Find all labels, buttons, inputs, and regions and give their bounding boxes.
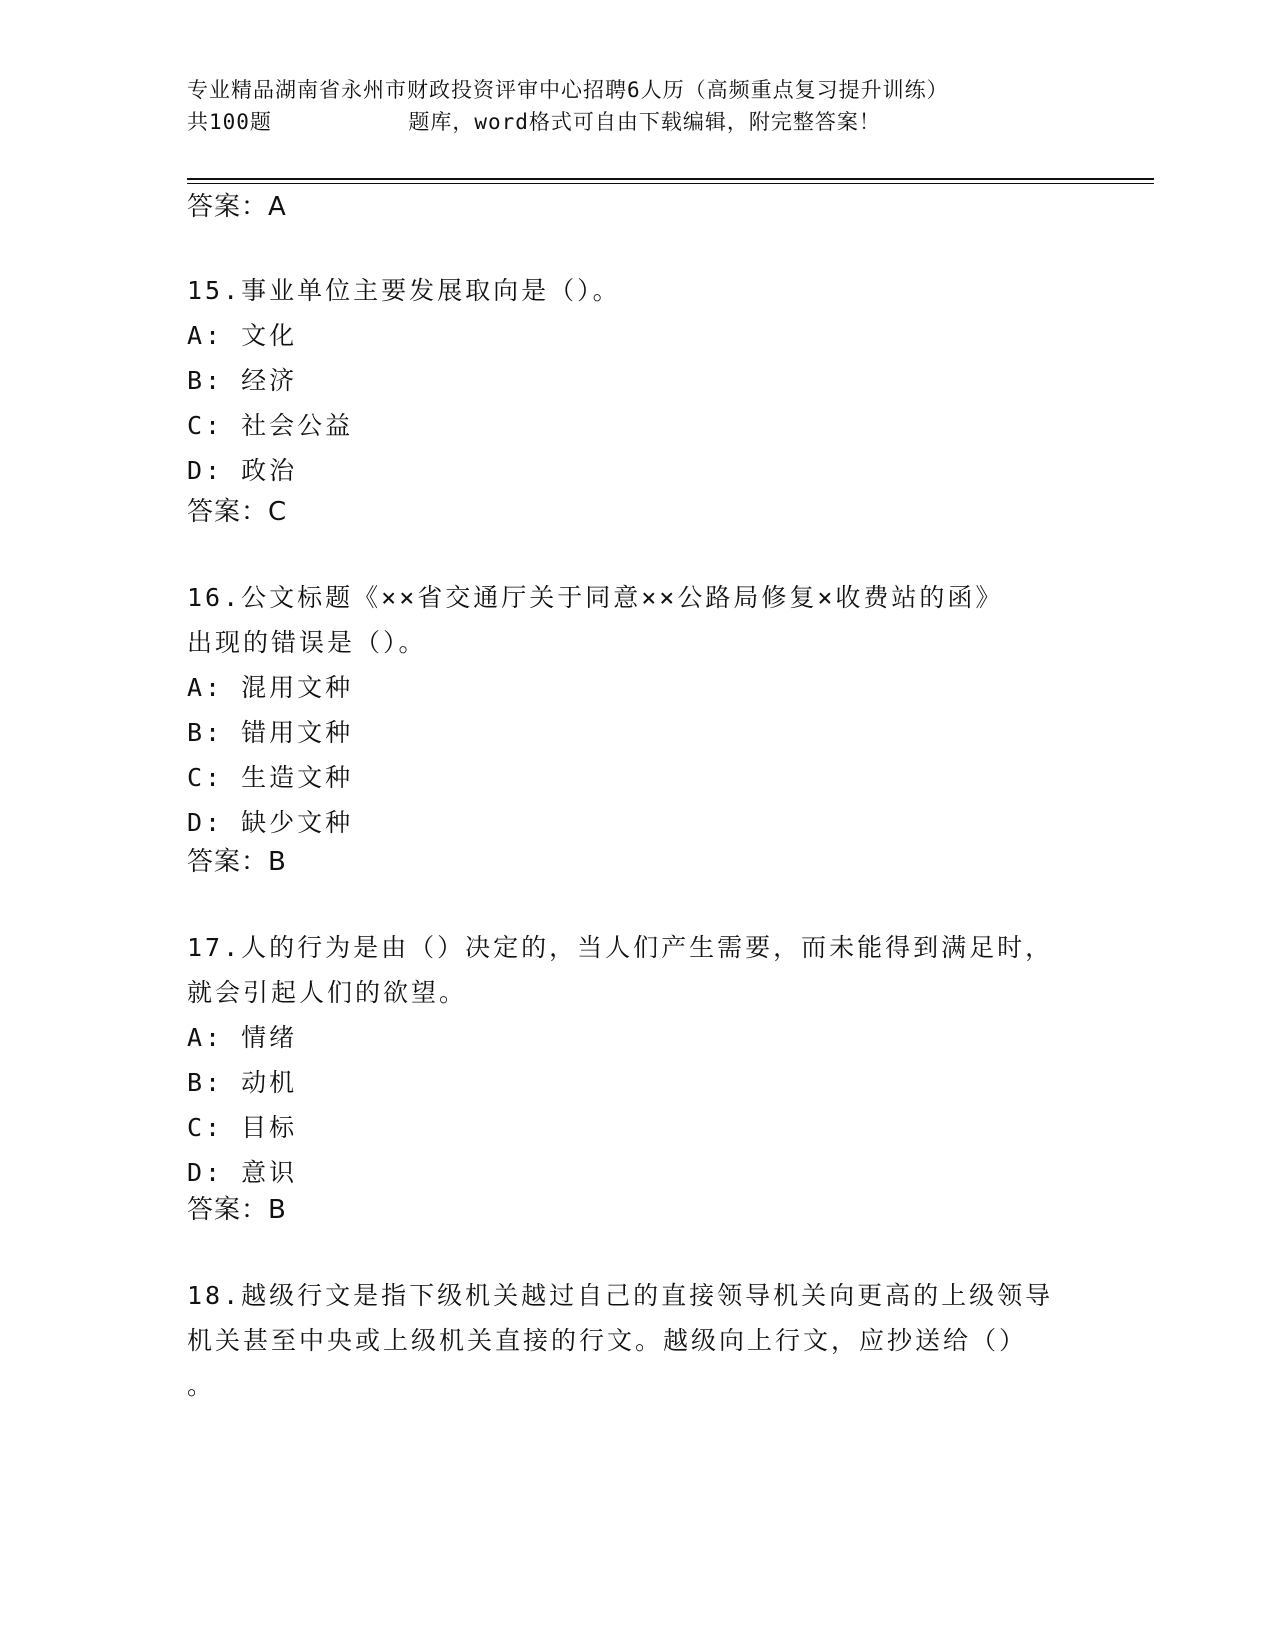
question-16 [187,575,1087,845]
question-17 [187,925,1087,1195]
question-stem-line2: 出现的错误是（）。 [187,628,427,657]
question-stem-line1: 17.人的行为是由（）决定的，当人们产生需要，而未能得到满足时， [187,933,1054,962]
option-b: B: 错用文种 [187,718,354,747]
header-title-line2: 共100题 题库，word格式可自由下载编辑，附完整答案！ [187,110,881,134]
question-stem-line1: 18.越级行文是指下级机关越过自己的直接领导机关向更高的上级领导 [187,1281,1054,1310]
answer-q16: 答案：B [187,847,287,877]
answer-q15: 答案：C [187,497,288,527]
option-a: A: 文化 [187,321,298,350]
document-header [187,74,1087,138]
answer-q17: 答案：B [187,1195,287,1225]
option-d: D: 缺少文种 [187,808,354,837]
option-b: B: 动机 [187,1068,298,1097]
option-b: B: 经济 [187,366,298,395]
option-c: C: 社会公益 [187,411,354,440]
option-d: D: 政治 [187,456,298,485]
header-rule-thick [187,178,1154,180]
question-stem-line2: 机关甚至中央或上级机关直接的行文。越级向上行文，应抄送给（） [187,1326,1028,1355]
option-c: C: 目标 [187,1113,298,1142]
option-c: C: 生造文种 [187,763,354,792]
question-stem-line3: 。 [187,1371,216,1400]
question-15 [187,268,1087,493]
question-stem-line1: 16.公文标题《××省交通厅关于同意××公路局修复×收费站的函》 [187,583,1004,612]
option-a: A: 情绪 [187,1023,298,1052]
option-d: D: 意识 [187,1158,298,1187]
option-a: A: 混用文种 [187,673,354,702]
question-18 [187,1273,1087,1408]
header-title-line1: 专业精品湖南省永州市财政投资评审中心招聘6人历（高频重点复习提升训练） [187,78,949,102]
header-rule-thin [187,183,1154,184]
question-stem-line2: 就会引起人们的欲望。 [187,978,468,1007]
question-stem: 15.事业单位主要发展取向是（）。 [187,276,621,305]
answer-q14: 答案：A [187,192,287,222]
